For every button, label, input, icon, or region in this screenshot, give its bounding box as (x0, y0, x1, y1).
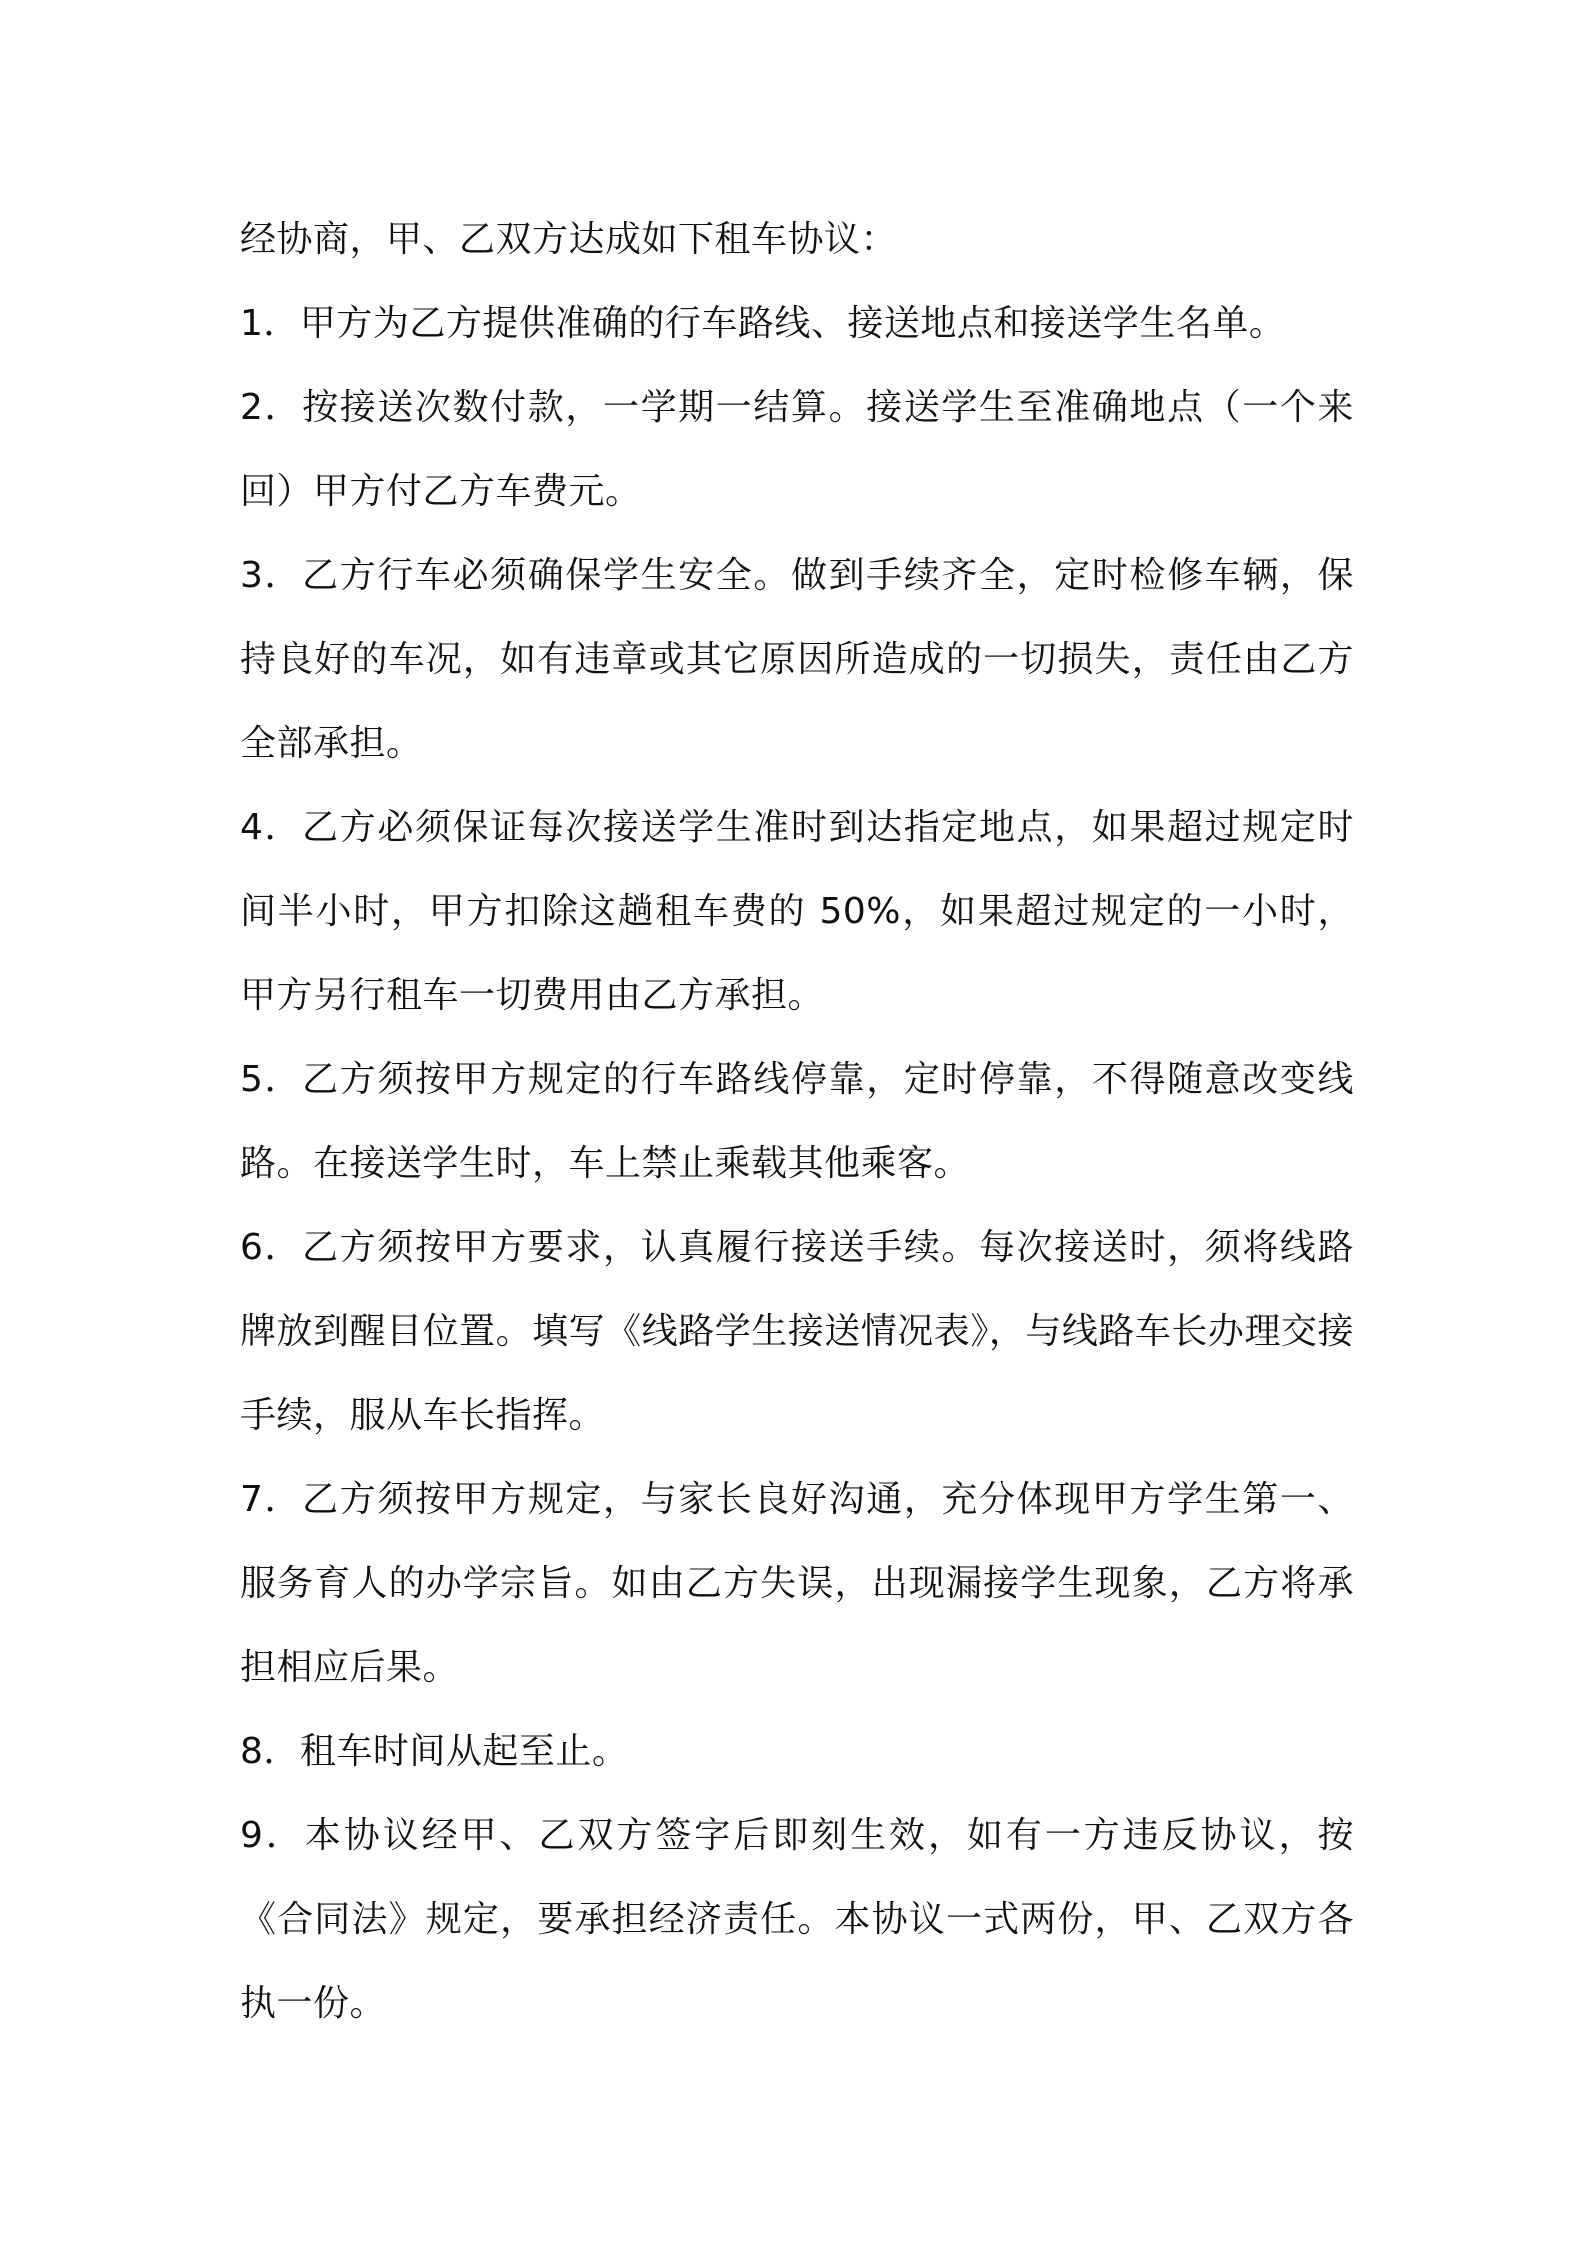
clause-6: 6．乙方须按甲方要求，认真履行接送手续。每次接送时，须将线路牌放到醒目位置。填写《线路学生接送情况表》，与线路车长办理交接手续，服从车长指挥。 (240, 1227, 1354, 1436)
clause-9: 9．本协议经甲、乙双方签字后即刻生效，如有一方违反协议，按《合同法》规定，要承担经济责任。本协议一式两份，甲、乙双方各执一份。 (240, 1815, 1354, 2024)
document-body (240, 198, 1354, 2046)
clause-4: 4．乙方必须保证每次接送学生准时到达指定地点，如果超过规定时间半小时，甲方扣除这趟租车费的 50%，如果超过规定的一小时，甲方另行租车一切费用由乙方承担。 (240, 807, 1354, 1016)
intro-paragraph: 经协商，甲、乙双方达成如下租车协议： (240, 219, 898, 260)
clause-2: 2．按接送次数付款，一学期一结算。接送学生至准确地点（一个来回）甲方付乙方车费元。 (240, 387, 1354, 512)
clause-3: 3．乙方行车必须确保学生安全。做到手续齐全，定时检修车辆，保持良好的车况，如有违章或其它原因所造成的一切损失，责任由乙方全部承担。 (240, 555, 1354, 764)
clause-5: 5．乙方须按甲方规定的行车路线停靠，定时停靠，不得随意改变线路。在接送学生时，车上禁止乘载其他乘客。 (240, 1059, 1354, 1184)
clause-7: 7．乙方须按甲方规定，与家长良好沟通，充分体现甲方学生第一、服务育人的办学宗旨。如由乙方失误，出现漏接学生现象，乙方将承担相应后果。 (240, 1479, 1354, 1688)
clause-1: 1．甲方为乙方提供准确的行车路线、接送地点和接送学生名单。 (240, 303, 1286, 344)
clause-8: 8．租车时间从起至止。 (240, 1731, 629, 1772)
